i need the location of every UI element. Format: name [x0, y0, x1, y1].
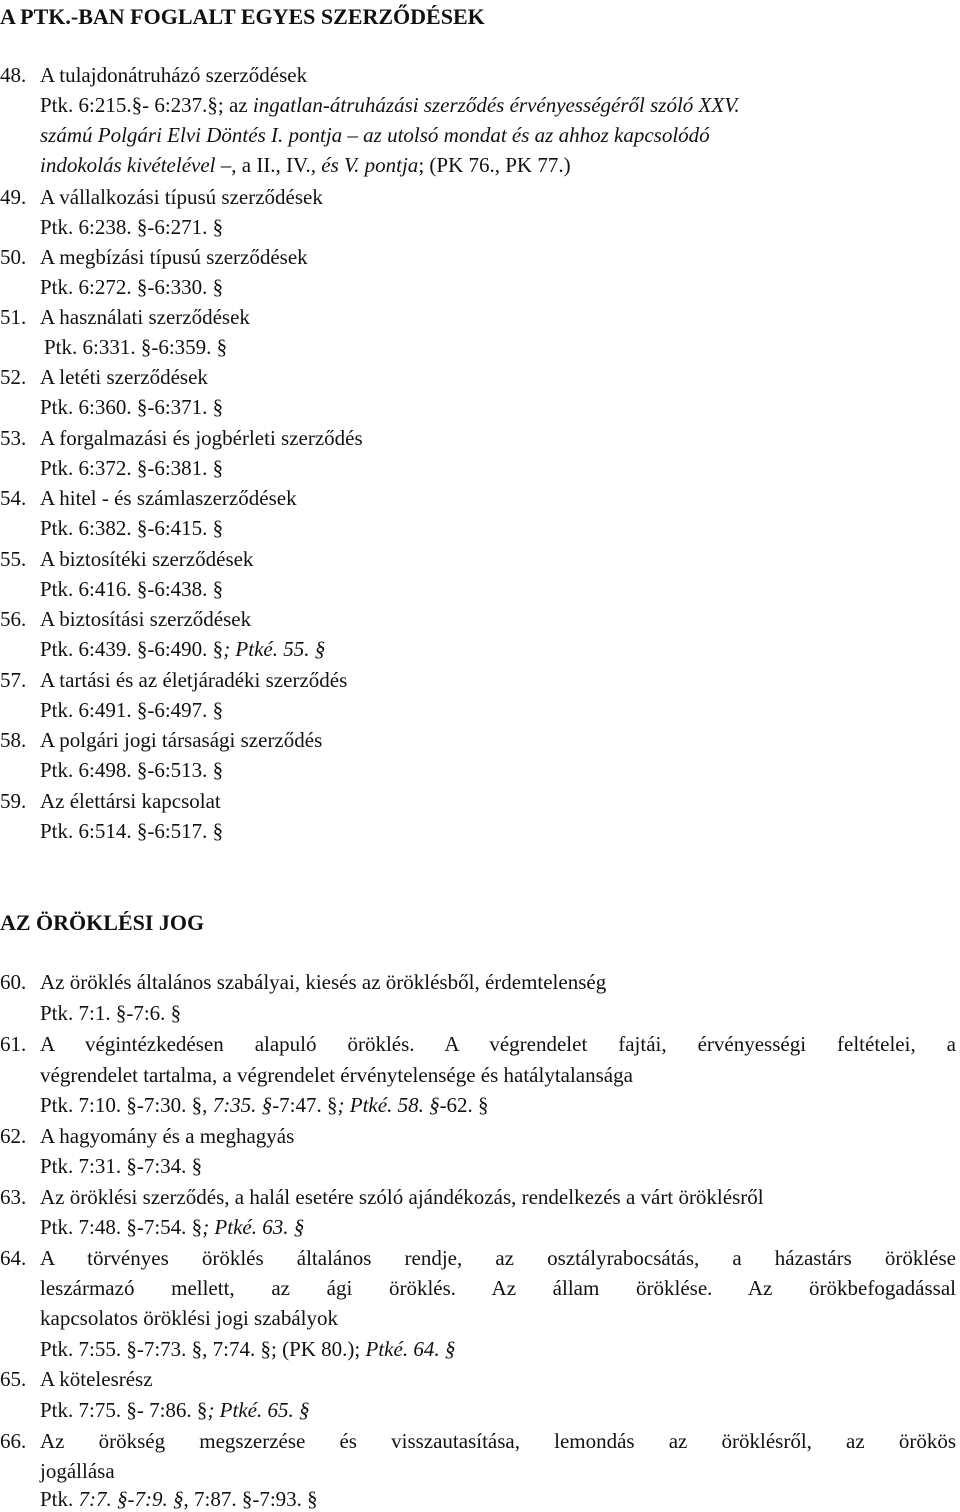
ref-text: Ptk. 7:55. §-7:73. §, 7:74. §; (PK 80.); [40, 1337, 366, 1361]
item-ref-54: Ptk. 6:382. §-6:415. § [40, 516, 224, 540]
item-number-66: 66. [0, 1429, 27, 1453]
item-number-57: 57. [0, 668, 27, 692]
item-number-56: 56. [0, 607, 27, 631]
ref-text: Ptk. [40, 1487, 79, 1511]
item-number-51: 51. [0, 305, 27, 329]
item-title-54: A hitel - és számlaszerződések [40, 486, 297, 510]
ref-italic: ingatlan-átruházási szerződés érvényességéről szóló XXV. [252, 93, 740, 117]
ref-text: , a II., IV. [231, 153, 311, 177]
item-title-60: Az öröklés általános szabályai, kiesés az öröklésből, érdemtelenség [40, 970, 607, 994]
item-ref-50: Ptk. 6:272. §-6:330. § [40, 275, 224, 299]
ref-text: ; (PK 76., PK 77.) [418, 153, 571, 177]
ref-italic: ; Ptké. 65. § [207, 1398, 310, 1422]
item-title-59: Az élettársi kapcsolat [40, 789, 221, 813]
item-title-53: A forgalmazási és jogbérleti szerződés [40, 426, 363, 450]
ref-italic: , és V. pontja [310, 153, 419, 177]
item-ref-53: Ptk. 6:372. §-6:381. § [40, 456, 224, 480]
item-title-66-line1: Az örökség megszerzése és visszautasítása, lemondás az öröklésről, az örökös [40, 1429, 956, 1453]
item-ref-64 [40, 1336, 455, 1362]
item-number-61: 61. [0, 1032, 27, 1056]
item-title-64-line1: A törvényes öröklés általános rendje, az osztályrabocsátás, a házastárs öröklése [40, 1246, 956, 1270]
item-ref-60: Ptk. 7:1. §-7:6. § [40, 1001, 182, 1025]
ref-italic: indokolás kivételével – [40, 153, 232, 177]
item-number-60: 60. [0, 970, 27, 994]
ref-italic: ; Ptké. 58. § [337, 1093, 440, 1117]
ref-italic: 7:35. § [212, 1093, 273, 1117]
item-number-55: 55. [0, 547, 27, 571]
item-ref-62: Ptk. 7:31. §-7:34. § [40, 1154, 203, 1178]
item-number-64: 64. [0, 1246, 27, 1270]
item-number-54: 54. [0, 486, 27, 510]
item-ref-58: Ptk. 6:498. §-6:513. § [40, 758, 224, 782]
ref-text: , 7:87. §-7:93. § [183, 1487, 318, 1511]
item-title-52: A letéti szerződések [40, 365, 208, 389]
ref-italic: ; Ptké. 55. § [223, 637, 326, 661]
item-ref-51: Ptk. 6:331. §-6:359. § [44, 335, 228, 359]
item-number-65: 65. [0, 1367, 27, 1391]
item-number-52: 52. [0, 365, 27, 389]
ref-italic: Ptké. 64. § [365, 1337, 456, 1361]
ref-text: Ptk. 7:48. §-7:54. § [40, 1215, 203, 1239]
item-title-61-line2: végrendelet tartalma, a végrendelet érvénytelensége és hatálytalansága [40, 1063, 633, 1087]
item-title-66-line2: jogállása [40, 1459, 115, 1483]
item-title-65: A kötelesrész [40, 1367, 153, 1391]
item-number-49: 49. [0, 185, 27, 209]
item-ref-48-line3 [40, 152, 571, 178]
ref-text: Ptk. 7:75. §- 7:86. § [40, 1398, 208, 1422]
item-ref-57: Ptk. 6:491. §-6:497. § [40, 698, 224, 722]
item-ref-63 [40, 1214, 304, 1240]
item-number-48: 48. [0, 63, 27, 87]
item-number-50: 50. [0, 245, 27, 269]
item-title-57: A tartási és az életjáradéki szerződés [40, 668, 348, 692]
ref-text: -62. § [439, 1093, 489, 1117]
section-heading-inheritance: AZ ÖRÖKLÉSI JOG [0, 910, 205, 935]
item-title-49: A vállalkozási típusú szerződések [40, 185, 323, 209]
item-title-50: A megbízási típusú szerződések [40, 245, 308, 269]
item-number-53: 53. [0, 426, 27, 450]
ref-text: Ptk. 7:10. §-7:30. §, [40, 1093, 213, 1117]
ref-text: Ptk. 6:215.§- 6:237.§; az [40, 93, 253, 117]
item-title-58: A polgári jogi társasági szerződés [40, 728, 323, 752]
item-ref-48-line1 [40, 92, 740, 118]
item-ref-59: Ptk. 6:514. §-6:517. § [40, 819, 224, 843]
item-ref-55: Ptk. 6:416. §-6:438. § [40, 577, 224, 601]
item-number-62: 62. [0, 1124, 27, 1148]
ref-text: -7:47. § [272, 1093, 338, 1117]
item-ref-56 [40, 636, 325, 662]
item-ref-61 [40, 1092, 489, 1118]
item-number-63: 63. [0, 1185, 27, 1209]
item-title-51: A használati szerződések [40, 305, 250, 329]
item-ref-66 [40, 1486, 318, 1512]
ref-italic: 7:7. §-7:9. § [78, 1487, 184, 1511]
item-ref-65 [40, 1397, 309, 1423]
item-title-55: A biztosítéki szerződések [40, 547, 254, 571]
item-number-58: 58. [0, 728, 27, 752]
item-title-64-line2: leszármazó mellett, az ági öröklés. Az állam öröklése. Az örökbefogadással [40, 1276, 956, 1300]
item-title-62: A hagyomány és a meghagyás [40, 1124, 295, 1148]
item-number-59: 59. [0, 789, 27, 813]
ref-italic: ; Ptké. 63. § [202, 1215, 305, 1239]
section-heading-contracts: A PTK.-BAN FOGLALT EGYES SZERZŐDÉSEK [0, 4, 485, 29]
item-title-48: A tulajdonátruházó szerződések [40, 63, 308, 87]
item-title-61-line1: A végintézkedésen alapuló öröklés. A végrendelet fajtái, érvényességi feltételei, a [40, 1032, 956, 1056]
item-ref-48-line2: számú Polgári Elvi Döntés I. pontja – az utolsó mondat és az ahhoz kapcsolódó [40, 123, 710, 147]
ref-text: Ptk. 6:439. §-6:490. § [40, 637, 224, 661]
item-title-64-line3: kapcsolatos öröklési jogi szabályok [40, 1306, 339, 1330]
item-title-63: Az öröklési szerződés, a halál esetére szóló ajándékozás, rendelkezés a várt öröklésről [40, 1185, 764, 1209]
item-ref-49: Ptk. 6:238. §-6:271. § [40, 215, 224, 239]
item-ref-52: Ptk. 6:360. §-6:371. § [40, 395, 224, 419]
item-title-56: A biztosítási szerződések [40, 607, 252, 631]
